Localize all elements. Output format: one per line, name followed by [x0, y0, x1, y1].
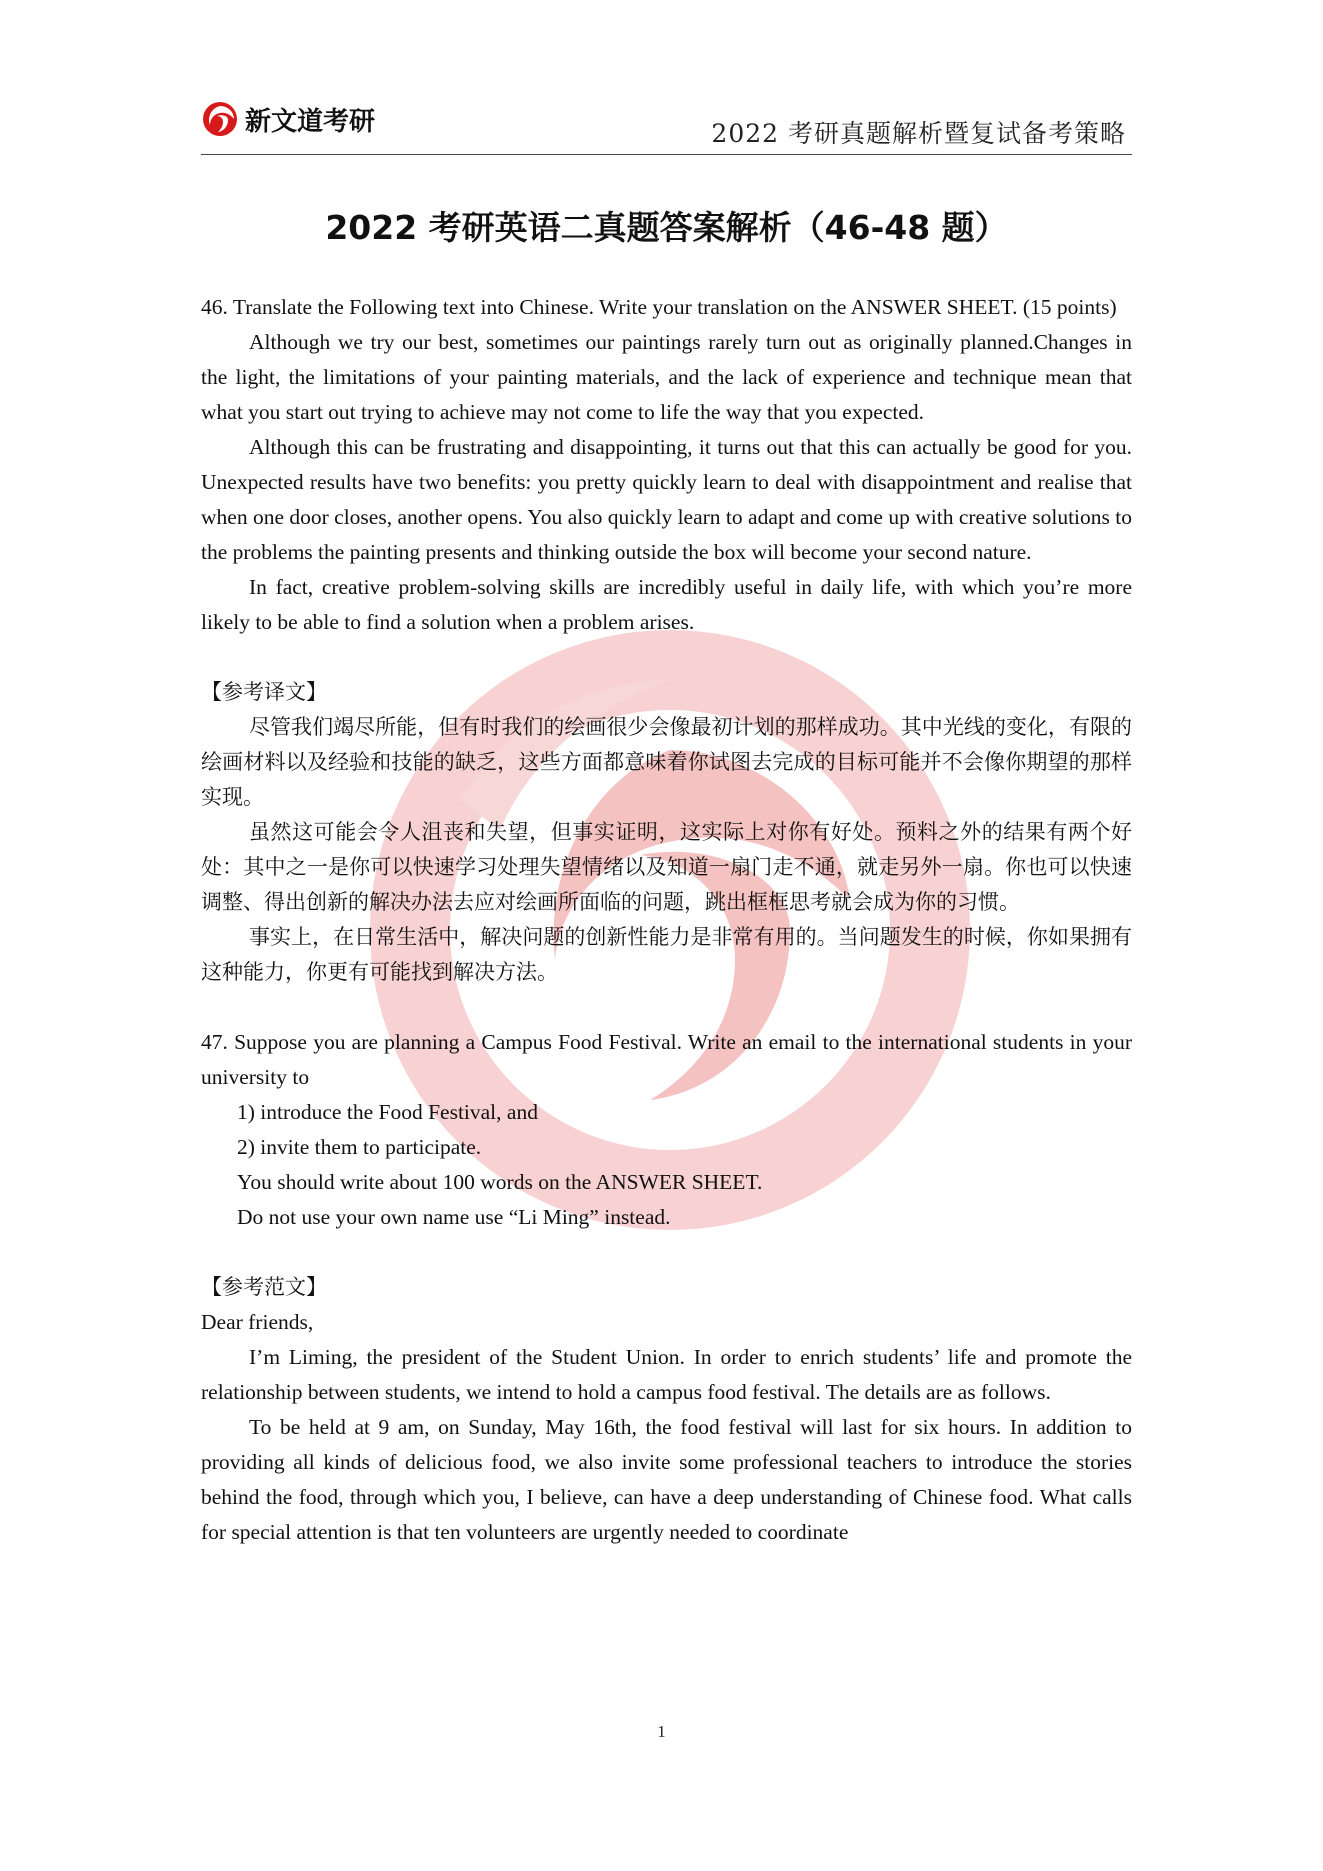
spacer — [201, 640, 1132, 675]
q47-item-1: 1) introduce the Food Festival, and — [237, 1100, 538, 1124]
q46-paragraph-2: Although this can be frustrating and disappointing, it turns out that this can actually be good for you. Unexpected results have two benefits: you pretty quickly learn to deal with disappointment and realise that when one door closes, another opens. You also quickly learn to adapt and come up with creative solutions to the problems the painting presents and thinking outside the box will become your second nature. — [201, 435, 1132, 564]
q46-translation-3: 事实上，在日常生活中，解决问题的创新性能力是非常有用的。当问题发生的时候，你如果拥有这种能力，你更有可能找到解决方法。 — [201, 925, 1132, 984]
spacer — [201, 1235, 1132, 1270]
brand-logo-text: 新文道考研 — [245, 106, 376, 137]
q46-paragraph-1: Although we try our best, sometimes our paintings rarely turn out as originally planned.Changes in the light, the limitations of your painting materials, and the lack of experience and technique mean that what you start out trying to achieve may not come to life the way that you expected. — [201, 330, 1132, 424]
q47-item-4: Do not use your own name use “Li Ming” instead. — [237, 1205, 671, 1229]
page-number: 1 — [657, 1722, 666, 1741]
spacer — [201, 990, 1132, 1025]
q47-greeting: Dear friends, — [201, 1310, 314, 1334]
page-title: 2022 考研英语二真题答案解析（46-48 题） — [325, 208, 1008, 247]
document-body — [201, 290, 1132, 1550]
q46-translation-2: 虽然这可能会令人沮丧和失望，但事实证明，这实际上对你有好处。预料之外的结果有两个好处：其中之一是你可以快速学习处理失望情绪以及知道一扇门走不通，就走另外一扇。你也可以快速调整、得出创新的解决办法去应对绘画所面临的问题，跳出框框思考就会成为你的习惯。 — [201, 820, 1132, 914]
q47-item-2: 2) invite them to participate. — [237, 1135, 482, 1159]
q47-paragraph-2: To be held at 9 am, on Sunday, May 16th, the food festival will last for six hours. In addition to providing all kinds of delicious food, we also invite some professional teachers to introduce the stories behind the food, through which you, I believe, can have a deep understanding of Chinese food. What calls for special attention is that ten volunteers are urgently needed to coordinate — [201, 1415, 1132, 1544]
q46-translation-1: 尽管我们竭尽所能，但有时我们的绘画很少会像最初计划的那样成功。其中光线的变化，有限的绘画材料以及经验和技能的缺乏，这些方面都意味着你试图去完成的目标可能并不会像你期望的那样实现。 — [201, 715, 1132, 809]
brand-logo — [201, 100, 375, 138]
q46-paragraph-3: In fact, creative problem-solving skills are incredibly useful in daily life, with which you’re more likely to be able to find a solution when a problem arises. — [201, 575, 1132, 634]
header-subtitle: 2022 考研真题解析暨复试备考策略 — [711, 119, 1126, 148]
q47-paragraph-1: I’m Liming, the president of the Student Union. In order to enrich students’ life and promote the relationship between students, we intend to hold a campus food festival. The details are as follows. — [201, 1345, 1132, 1404]
q47-reference-label: 【参考范文】 — [201, 1275, 327, 1299]
q46-reference-label: 【参考译文】 — [201, 680, 327, 704]
q47-item-3: You should write about 100 words on the ANSWER SHEET. — [237, 1170, 763, 1194]
q46-prompt: 46. Translate the Following text into Chinese. Write your translation on the ANSWER SHEET. (15 points) — [201, 295, 1117, 319]
brand-logo-icon — [201, 100, 239, 138]
q47-prompt: 47. Suppose you are planning a Campus Food Festival. Write an email to the international students in your university to — [201, 1030, 1132, 1089]
page-header — [201, 96, 1132, 155]
